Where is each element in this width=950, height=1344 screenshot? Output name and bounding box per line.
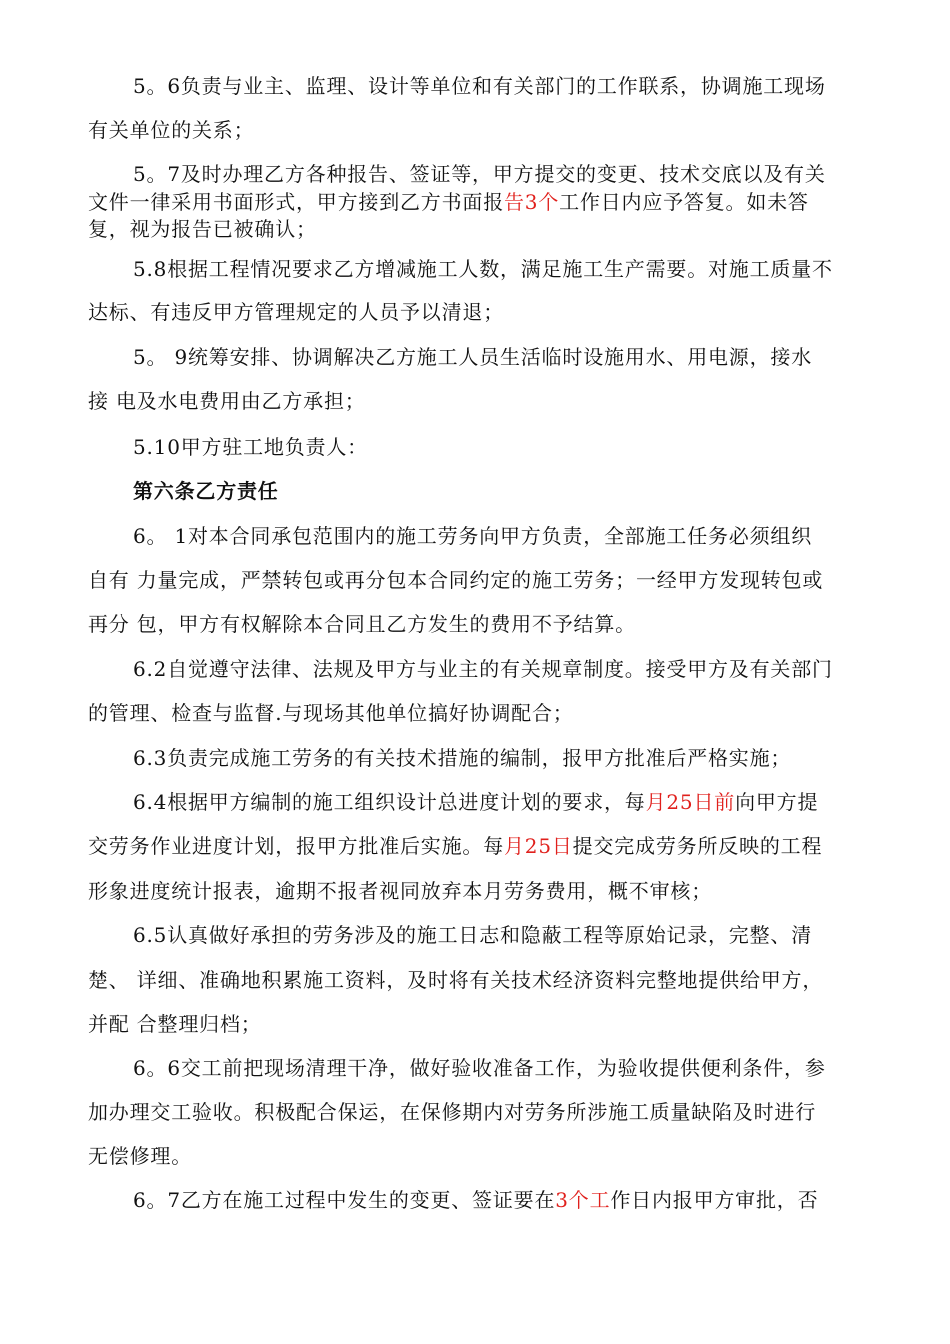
text-line: 达标、有违反甲方管理规定的人员予以清退；: [88, 300, 504, 324]
text-line: 自有 力量完成，严禁转包或再分包本合同约定的施工劳务；一经甲方发现转包或: [88, 568, 824, 592]
text-line: 6.2自觉遵守法律、法规及甲方与业主的有关规章制度。接受甲方及有关部门: [133, 657, 833, 681]
text-line: 文件一律采用书面形式，甲方接到乙方书面报告3个工作日内应予答复。如未答: [88, 190, 809, 214]
text-line: 6.5认真做好承担的劳务涉及的施工日志和隐蔽工程等原始记录，完整、清: [133, 923, 813, 947]
highlight-red: 3个工: [555, 1188, 611, 1212]
text-line: 5.8根据工程情况要求乙方增减施工人数，满足施工生产需要。对施工质量不: [133, 257, 833, 281]
text-line: 5。 9统筹安排、协调解决乙方施工人员生活临时设施用水、用电源，接水: [133, 345, 813, 369]
text-line: 6。6交工前把现场清理干净，做好验收准备工作，为验收提供便利条件，参: [133, 1056, 826, 1080]
text-line: 加办理交工验收。积极配合保运，在保修期内对劳务所涉施工质量缺陷及时进行: [88, 1100, 816, 1124]
text-line: 的管理、检查与监督.与现场其他单位搞好协调配合；: [88, 701, 574, 725]
text-line: 6。7乙方在施工过程中发生的变更、签证要在3个工作日内报甲方审批，否: [133, 1188, 819, 1212]
text-line: 5。7及时办理乙方各种报告、签证等，甲方提交的变更、技术交底以及有关: [133, 162, 826, 186]
text-line: 复，视为报告已被确认；: [88, 217, 317, 241]
text-line: 形象进度统计报表，逾期不报者视同放弃本月劳务费用，概不审核；: [88, 879, 712, 903]
section-heading: 第六条乙方责任: [133, 479, 279, 503]
text-line: 并配 合整理归档；: [88, 1012, 262, 1036]
text-line: 再分 包，甲方有权解除本合同且乙方发生的费用不予结算。: [88, 612, 636, 636]
text-line: 交劳务作业进度计划，报甲方批准后实施。每月25日提交完成劳务所反映的工程: [88, 834, 823, 858]
text-line: 无偿修理。: [88, 1144, 192, 1168]
highlight-red: 月25日: [504, 834, 573, 858]
text-line: 6.4根据甲方编制的施工组织设计总进度计划的要求，每月25日前向甲方提: [133, 790, 819, 814]
text-line: 楚、 详细、准确地积累施工资料，及时将有关技术经济资料完整地提供给甲方，: [88, 968, 824, 992]
highlight-red: 告3个: [504, 190, 560, 214]
text-line: 5.10甲方驻工地负责人：: [133, 435, 368, 459]
text-line: 5。6负责与业主、监理、设计等单位和有关部门的工作联系，协调施工现场: [133, 74, 826, 98]
highlight-red: 月25日前: [645, 790, 736, 814]
text-line: 有关单位的关系；: [88, 118, 255, 142]
text-line: 6.3负责完成施工劳务的有关技术措施的编制，报甲方批准后严格实施；: [133, 746, 792, 770]
text-line: 6。 1对本合同承包范围内的施工劳务向甲方负责，全部施工任务必须组织: [133, 524, 813, 548]
text-line: 接 电及水电费用由乙方承担；: [88, 389, 366, 413]
